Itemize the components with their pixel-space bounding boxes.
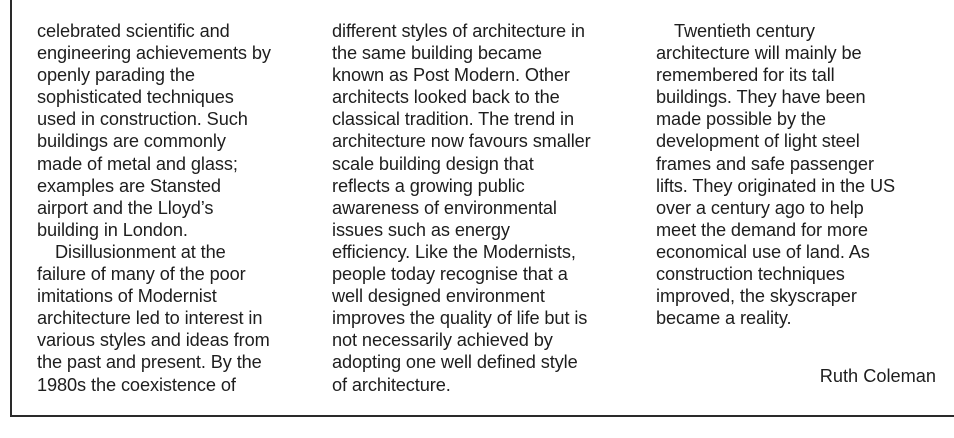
paragraph-start-line: Twentieth century [674, 21, 815, 41]
text-line: development of light steel [656, 131, 860, 152]
text-line: adopting one well defined style [332, 352, 578, 373]
text-line: reflects a growing public [332, 175, 525, 196]
text-line: airport and the Lloyd’s [37, 197, 214, 218]
text-line: openly parading the [37, 65, 195, 86]
text-line: architecture led to interest in [37, 308, 263, 329]
text-line: construction techniques [656, 264, 845, 285]
text-line: buildings. They have been [656, 87, 866, 108]
text-line: issues such as energy [332, 219, 510, 240]
text-line: imitations of Modernist [37, 286, 217, 307]
text-line: architecture will mainly be [656, 43, 862, 64]
text-line: failure of many of the poor [37, 264, 246, 285]
text-line: architecture now favours smaller [332, 131, 591, 152]
text-line: over a century ago to help [656, 197, 864, 218]
text-line: not necessarily achieved by [332, 330, 553, 351]
paragraph-start-line: Disillusionment at the [55, 241, 226, 262]
text-line: building in London. [37, 219, 188, 240]
text-line: improves the quality of life but is [332, 308, 588, 329]
text-line: became a reality. [656, 308, 792, 329]
author-signature: Ruth Coleman [819, 366, 936, 386]
text-column-1 [37, 20, 271, 396]
text-line: classical tradition. The trend in [332, 109, 575, 130]
text-line: celebrated scientific and [37, 21, 230, 41]
text-line: examples are Stansted [37, 175, 221, 196]
text-line: people today recognise that a [332, 264, 568, 285]
text-line: improved, the skyscraper [656, 286, 857, 307]
text-line: remembered for its tall [656, 65, 835, 86]
text-line: sophisticated techniques [37, 87, 234, 108]
text-line: efficiency. Like the Modernists, [332, 241, 576, 262]
text-line: different styles of architecture in [332, 21, 585, 41]
text-line: architects looked back to the [332, 87, 560, 108]
text-column-2 [332, 20, 591, 396]
text-line: made possible by the [656, 109, 826, 130]
text-line: scale building design that [332, 153, 534, 174]
text-line: known as Post Modern. Other [332, 65, 570, 86]
text-line: well designed environment [332, 286, 545, 307]
text-line: various styles and ideas from [37, 330, 270, 351]
text-line: the past and present. By the [37, 352, 262, 373]
text-column-3 [656, 20, 895, 329]
text-line: of architecture. [332, 374, 451, 395]
text-line: meet the demand for more [656, 219, 868, 240]
text-line: buildings are commonly [37, 131, 226, 152]
text-line: lifts. They originated in the US [656, 175, 896, 196]
text-line: 1980s the coexistence of [37, 374, 236, 395]
text-line: economical use of land. As [656, 241, 870, 262]
text-line: engineering achievements by [37, 43, 271, 64]
text-line: used in construction. Such [37, 109, 248, 130]
text-line: awareness of environmental [332, 197, 557, 218]
text-line: made of metal and glass; [37, 153, 238, 174]
text-line: the same building became [332, 43, 542, 64]
text-line: frames and safe passenger [656, 153, 874, 174]
